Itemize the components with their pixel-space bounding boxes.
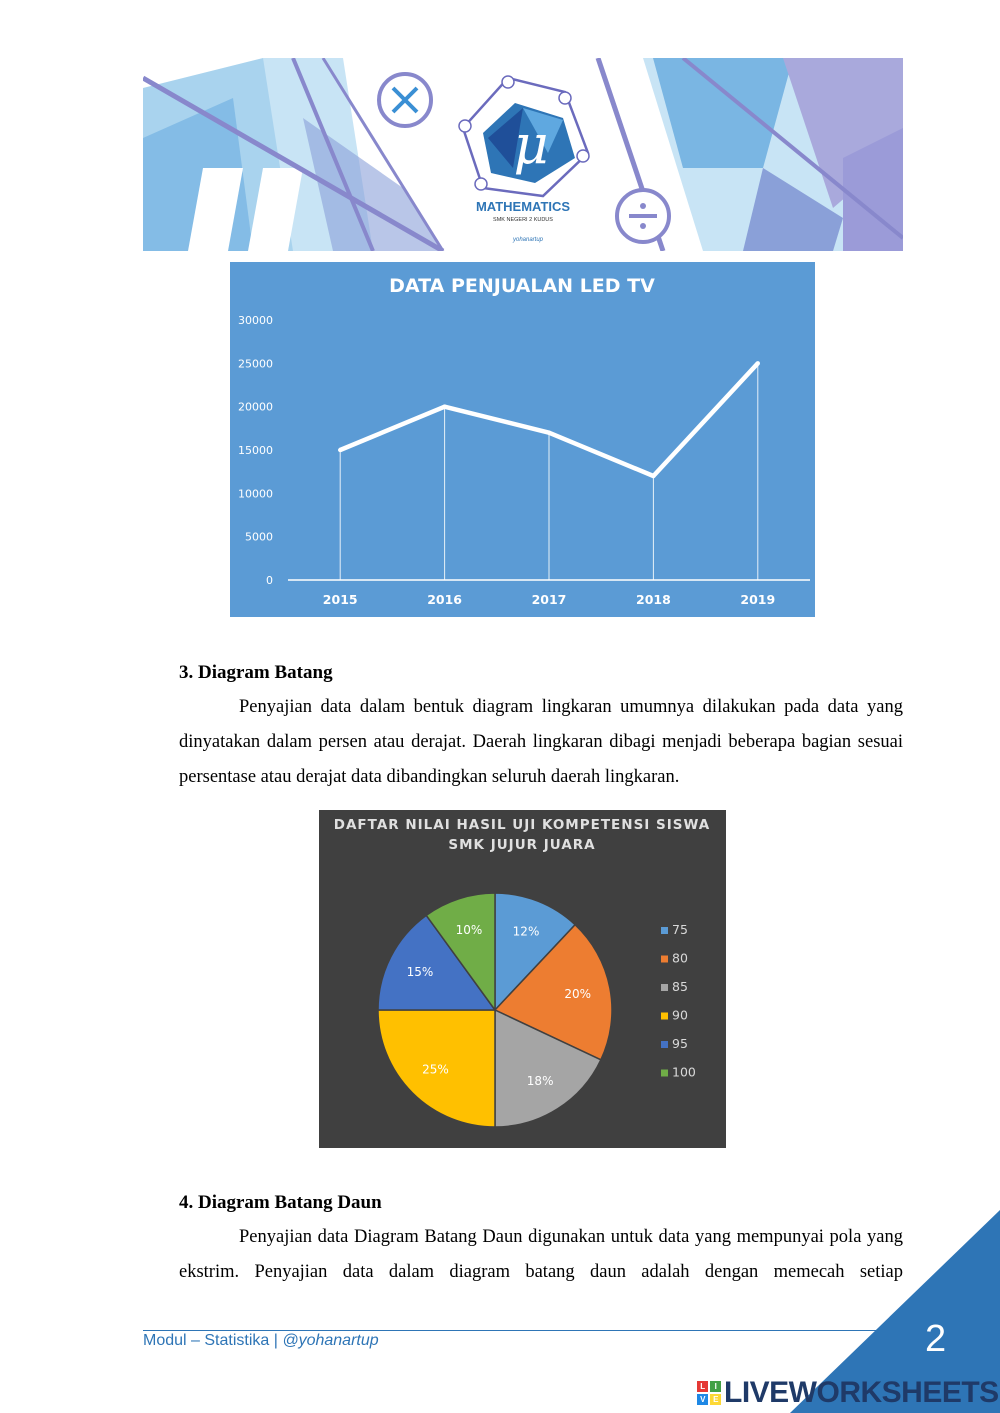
svg-text:yohanartup: yohanartup [512,237,544,243]
legend-swatch [661,1041,668,1048]
legend-swatch [661,956,668,963]
svg-text:MATHEMATICS: MATHEMATICS [475,199,571,214]
data-point [338,448,342,452]
pie-chart-title-line2: SMK JUJUR JUARA [448,837,596,853]
data-point [442,404,446,408]
liveworksheets-logo-icon [697,1381,721,1405]
legend-label: 95 [672,1036,688,1051]
legend-label: 80 [672,950,688,966]
section-4-heading: 4. Diagram Batang Daun [179,1192,382,1213]
logo-cell: E [710,1394,721,1405]
footer-author-handle: @yohanartup [282,1332,379,1349]
divide-icon [617,190,669,242]
y-tick-label: 10000 [238,487,273,501]
y-tick-label: 30000 [238,314,273,327]
footer-divider [143,1330,883,1331]
slice-value-label: 18% [526,1074,554,1089]
section-3-paragraph [179,690,903,795]
legend-label: 85 [672,979,688,994]
y-tick-label: 15000 [238,444,273,457]
svg-text:SMK NEGERI 2 KUDUS: SMK NEGERI 2 KUDUS [493,217,553,223]
y-tick-label: 0 [266,574,273,587]
header-banner [143,58,903,251]
slice-value-label: 25% [422,1062,449,1077]
pie-chart-uji-kompetensi [319,810,726,1148]
legend-swatch [661,927,668,934]
line-chart-title: DATA PENJUALAN LED TV [389,275,655,297]
logo-cell: L [697,1381,708,1392]
legend-label: 90 [672,1007,688,1023]
legend-swatch [661,1070,668,1077]
x-tick-label: 2017 [531,592,567,607]
footer-label [143,1332,379,1350]
x-tick-label: 2018 [636,592,671,607]
section-4-text: Penyajian data Diagram Batang Daun digunakan untuk data yang mempunyai pola yang ekstrim. Penyajian data dalam diagram batang daun adalah dengan memecah setiap [179,1227,903,1282]
slice-value-label: 20% [564,987,592,1002]
line-chart-led-tv [230,262,815,617]
slice-value-label: 12% [512,924,540,939]
legend-swatch [661,1013,668,1020]
watermark-text: LIVEWORKSHEETS [724,1376,999,1409]
data-point [756,361,760,365]
legend-label: 75 [672,922,688,937]
page-number: 2 [925,1318,947,1360]
legend-label: 100 [672,1064,696,1080]
y-tick-label: 5000 [245,530,273,544]
y-tick-label: 20000 [238,400,273,414]
liveworksheets-watermark [697,1376,999,1410]
footer-module-title: Modul – Statistika | [143,1332,283,1349]
pie-chart-title-line1: DAFTAR NILAI HASIL UJI KOMPETENSI SISWA [333,817,711,833]
y-tick-label: 25000 [238,357,273,371]
x-tick-label: 2015 [322,592,358,607]
legend-swatch [661,984,668,991]
times-icon [379,74,431,126]
x-tick-label: 2019 [740,592,776,607]
logo-cell: I [710,1381,721,1392]
data-point [651,474,655,478]
section-3-heading: 3. Diagram Batang [179,662,333,683]
x-tick-label: 2016 [427,592,462,607]
slice-value-label: 15% [406,964,434,979]
section-3-text: Penyajian data dalam bentuk diagram lingkaran umumnya dilakukan pada data yang dinyatakan dalam persen atau derajat. Daerah lingkaran dibagi menjadi beberapa bagian sesuai persentase atau derajat data dibandingkan seluruh daerah lingkaran. [179,697,903,787]
slice-value-label: 10% [455,922,483,937]
svg-text:μ: μ [513,113,549,176]
data-point [547,430,551,434]
line-chart-canvas [230,262,815,617]
pie-chart-canvas [319,810,726,1148]
logo-cell: V [697,1394,708,1405]
